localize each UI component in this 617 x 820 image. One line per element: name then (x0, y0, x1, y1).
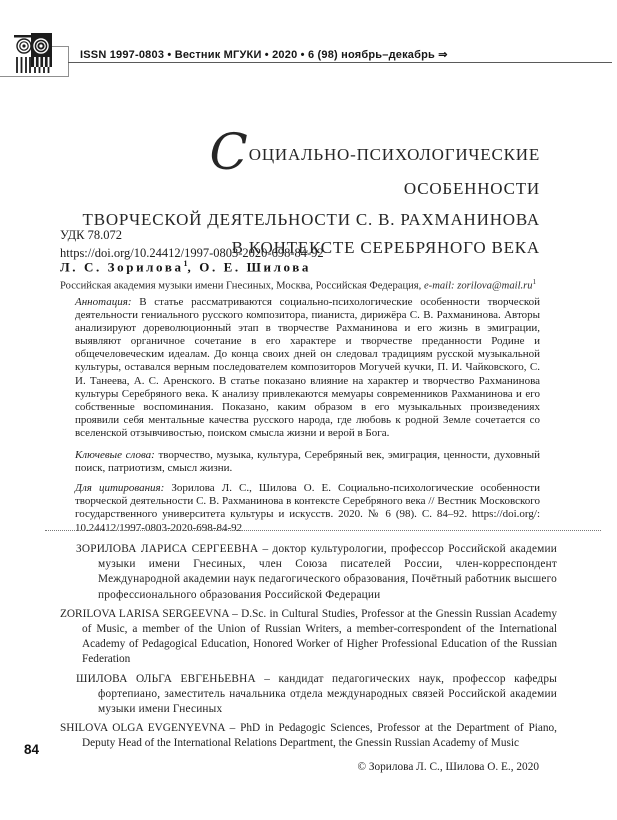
abstract-text: В статье рассматриваются социально-психологические особенности творческой деятельности гениального русского композитора, пианиста, дирижёра С. В. Рахманинова. Авторы анализируют дореволюционный этап в творчестве Рахманинова и его жизнь в эмиграции, выявляют органичное сочетание в его характере и творчестве преданности Родине и общечеловеческим идеалам. До конца своих дней он следовал традициям русской музыкальной культуры, оставался верным последователем композиторов Могучей кучки, П. И. Чайковского, С. И. Танеева, А. С. Аренского. В статье показано влияние на характер и творчество Рахманинова культуры Серебряного века. К анализу привлекаются мемуары современников Рахманинова и его собственные воспоминания. Показано, каким образом в его музыкальных произведениях проявили себя ментальные качества русского народа, где любовь к родной Земле сочетается со вселенской отзывчивостью, поиском смысла жизни и верой в Бога. (75, 296, 540, 439)
citation-label: Для цитирования: (75, 482, 165, 495)
copyright-line: © Зорилова Л. С., Шилова О. Е., 2020 (357, 760, 539, 773)
article-meta (60, 227, 324, 262)
bio-shilova-en: SHILOVA OLGA EVGENYEVNA – PhD in Pedagogic Sciences, Professor at the Department of Piano, Deputy Head of the International Relations Department, the Gnessin Russian Academy of Music (60, 722, 557, 750)
keywords-label: Ключевые слова: (75, 449, 155, 462)
logo-frame-bottom-line (0, 76, 68, 77)
title-drop-initial: С (209, 123, 248, 181)
author-2-name: , О. Е. Шилова (187, 259, 311, 275)
udc-code: УДК 78.072 (60, 228, 122, 242)
keywords-paragraph (75, 449, 540, 475)
abstract-paragraph (75, 296, 540, 440)
page-number: 84 (24, 742, 40, 757)
title-line1-rest: ОЦИАЛЬНО-ПСИХОЛОГИЧЕСКИЕ ОСОБЕННОСТИ (248, 145, 540, 198)
citation-text: Зорилова Л. С., Шилова О. Е. Социально-психологические особенности творческой деятельности С. В. Рахманинова в контексте Серебряного века // Вестник Московского государственного университета культуры и искусств. 2020. № 6 (98). С. 84–92. https://doi.org/: 10.24412/1997-0803-2020-698-84-92 (75, 482, 540, 534)
affiliation-line (60, 278, 536, 292)
doi-link: https://doi.org/10.24412/1997-0803-2020-698-84-92 (60, 245, 324, 260)
article-title-line2: ТВОРЧЕСКОЙ ДЕЯТЕЛЬНОСТИ С. В. РАХМАНИНОВА (82, 210, 540, 229)
author-bios (60, 542, 557, 775)
affiliation-footnote-mark: 1 (532, 278, 537, 286)
logo-frame-line (52, 46, 69, 77)
dotted-separator (45, 530, 601, 531)
author-1-name: Л. С. Зорилова (60, 259, 184, 275)
bio-shilova-ru: ШИЛОВА ОЛЬГА ЕВГЕНЬЕВНА – кандидат педагогических наук, профессор кафедры фортепиано, заместитель начальника отдела международных связей Российской академии музыки имени Гнесиных (76, 672, 557, 716)
bio-zorilova-en: ZORILOVA LARISA SERGEEVNA – D.Sc. in Cultural Studies, Professor at the Gnessin Russian Academy of Music, a member of the Union of Russian Writers, a member-correspondent of the International Academy of Pedagogical Education, Honored Worker of Higher Professional Education of the Russian Federation (60, 607, 557, 666)
affiliation-text: Российская академия музыки имени Гнесиных, Москва, Российская Федерация, (60, 280, 422, 292)
bio-zorilova-ru: ЗОРИЛОВА ЛАРИСА СЕРГЕЕВНА – доктор культурологии, профессор Российской академии музыки имени Гнесиных, член Союза писателей России, член-корреспондент Международной академии наук педагогического образования, Почётный работник высшего профессионального образования Российской Федерации (76, 543, 557, 601)
authors-line (60, 259, 311, 275)
abstract-label: Аннотация: (75, 296, 132, 308)
affiliation-email: e-mail: zorilova@mail.ru (423, 280, 533, 292)
header-rule (68, 62, 612, 63)
author-1-footnote-mark: 1 (183, 259, 188, 268)
article-title-line1 (70, 123, 540, 206)
citation-paragraph (75, 482, 540, 534)
abstract-block (75, 296, 540, 535)
ionic-column-capital-icon (14, 33, 52, 73)
article-title-line3: В КОНТЕКСТЕ СЕРЕБРЯНОГО ВЕКА (231, 238, 540, 257)
journal-issn-line: ISSN 1997-0803 • Вестник МГУКИ • 2020 • 6 (98) ноябрь–декабрь ⇒ (80, 49, 448, 61)
keywords-text: творчество, музыка, культура, Серебряный век, эмиграция, ценности, духовный поиск, патриотизм, смысл жизни. (75, 449, 541, 475)
